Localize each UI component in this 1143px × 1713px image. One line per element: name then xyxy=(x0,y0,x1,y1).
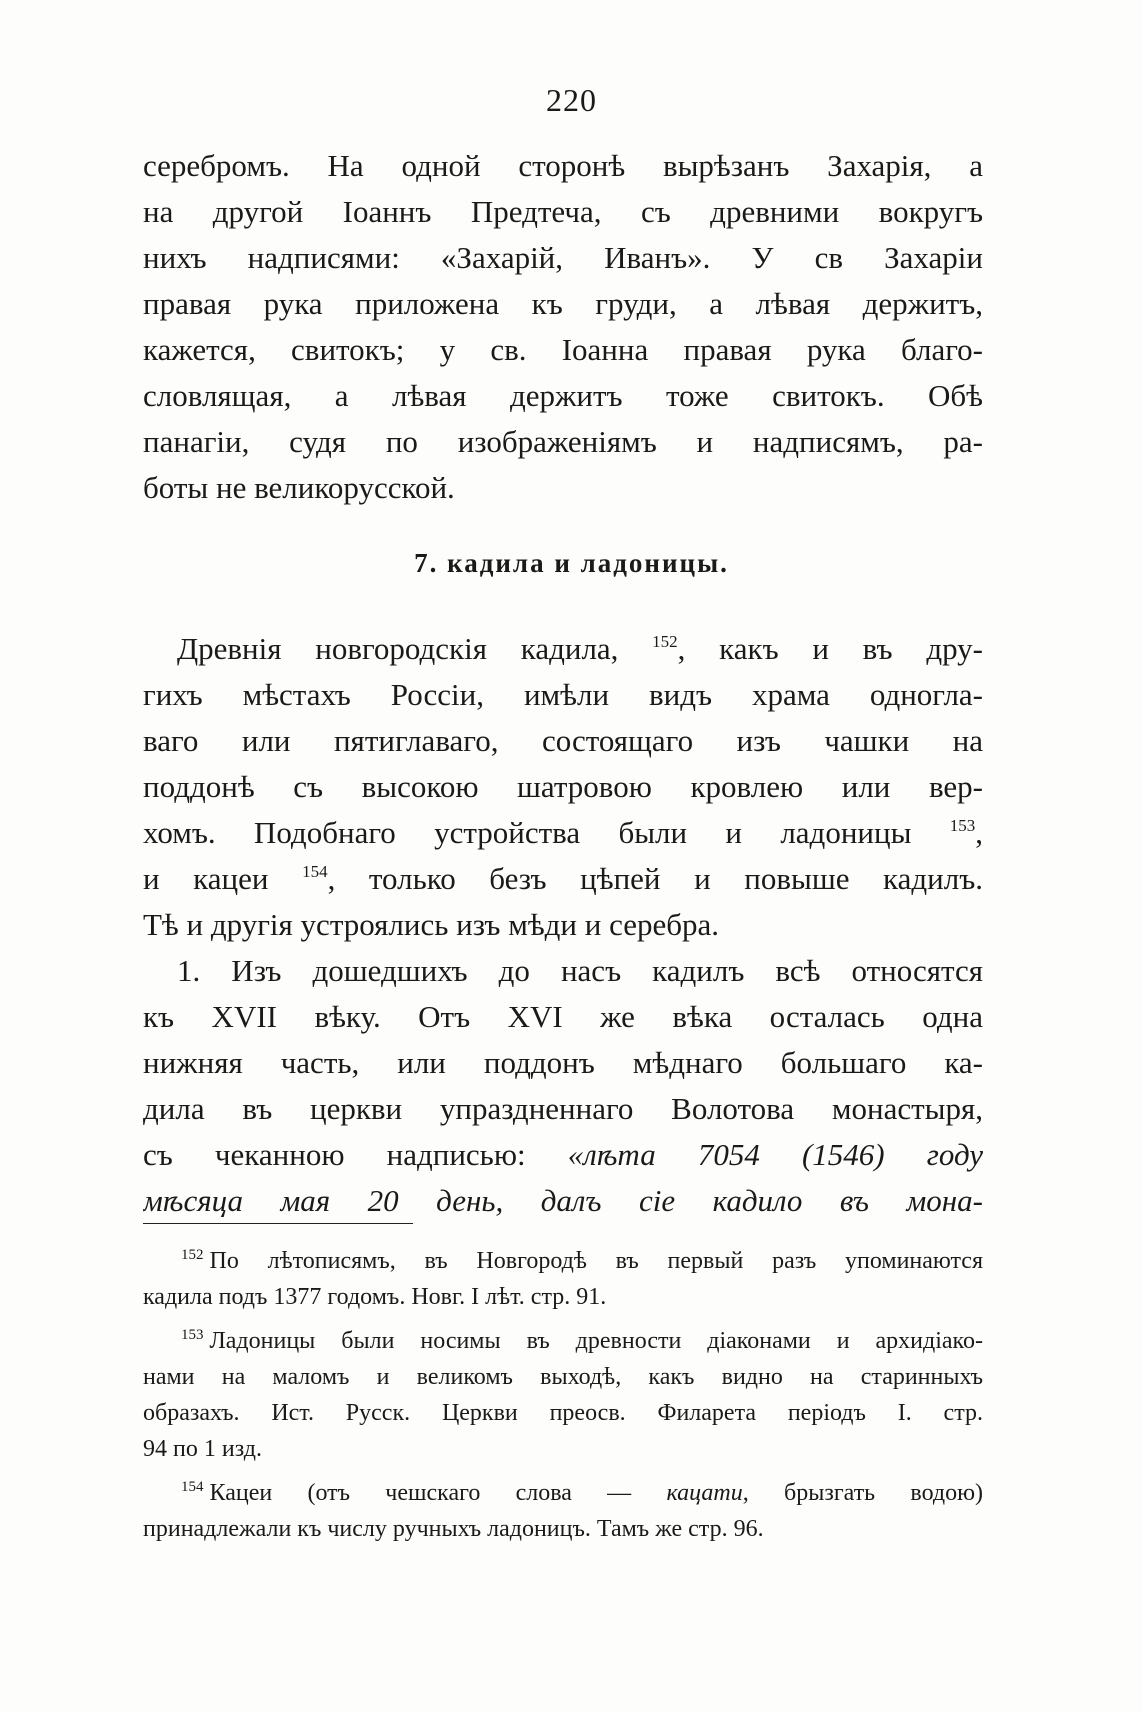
page-number: 220 xyxy=(546,82,597,118)
text-line: мѣсяца мая 20 день, далъ сіе кадило въ мона- xyxy=(143,1183,983,1218)
text-line: на другой Іоаннъ Предтеча, съ древними вокругъ xyxy=(143,194,983,229)
text-line: серебромъ. На одной сторонѣ вырѣзанъ Захарія, а xyxy=(143,148,983,183)
text-line: поддонѣ съ высокою шатровою кровлею или вер- xyxy=(143,769,983,804)
inscription-quote: «лѣта 7054 (1546) году xyxy=(567,1137,983,1172)
text-line: хомъ. Подобнаго устройства были и ладоницы $^{153}$, xyxy=(143,815,983,850)
footnote-line: принадлежали къ числу ручныхъ ладоницъ. Тамъ же стр. 96. xyxy=(143,1516,764,1542)
text-line: нихъ надписями: «Захарій, Иванъ». У св Захаріи xyxy=(143,240,983,275)
footnote-line: кадила подъ 1377 годомъ. Новг. I лѣт. стр. 91. xyxy=(143,1284,607,1310)
continued-paragraph xyxy=(143,143,983,511)
footnote xyxy=(143,1323,983,1467)
footnote-line: $^{154}$ Кацеи (отъ чешскаго слова — кацати, брызгать водою) xyxy=(181,1479,983,1506)
footnote-ref: 153 xyxy=(949,816,976,835)
text-line: Древнія новгородскія кадила, $^{152}$, какъ и въ дру- xyxy=(177,631,983,666)
section-heading: 7. кадила и ладоницы. xyxy=(414,548,729,578)
footnote-ref: 152 xyxy=(652,632,678,651)
footnote-line: $^{153}$ Ладоницы были носимы въ древности діаконами и архидіако- xyxy=(181,1327,983,1354)
footnote-line: нами на маломъ и великомъ выходѣ, какъ видно на старинныхъ xyxy=(143,1364,983,1390)
text-line: дила въ церкви упраздненнаго Волотова монастыря, xyxy=(143,1091,983,1126)
footnotes xyxy=(143,1243,983,1555)
footnote-ref: 154 xyxy=(302,862,328,881)
text-line: 1. Изъ дошедшихъ до насъ кадилъ всѣ относятся xyxy=(177,953,983,988)
text-line: боты не великорусской. xyxy=(143,470,455,505)
footnote-line: образахъ. Ист. Русск. Церкви преосв. Филарета періодъ I. стр. xyxy=(143,1400,983,1426)
footnote-line: $^{152}$ По лѣтописямъ, въ Новгородѣ въ первый разъ упоминаются xyxy=(181,1247,983,1274)
footnote-number: 153 xyxy=(181,1327,204,1343)
text-line: нижняя часть, или поддонъ мѣднаго большаго ка- xyxy=(143,1045,983,1080)
text-line: къ XVII вѣку. Отъ XVI же вѣка осталась одна xyxy=(143,999,983,1034)
footnote-line: 94 по 1 изд. xyxy=(143,1436,262,1462)
text-line: панагіи, судя по изображеніямъ и надписямъ, ра- xyxy=(143,424,983,459)
footnote-separator xyxy=(143,1223,413,1224)
footnote xyxy=(143,1243,983,1315)
footnote xyxy=(143,1475,983,1547)
text-line: гихъ мѣстахъ Россіи, имѣли видъ храма одногла- xyxy=(143,677,983,712)
text-line: ваго или пятиглаваго, состоящаго изъ чашки на xyxy=(143,723,983,758)
text-line: и кацеи $^{154}$, только безъ цѣпей и повыше кадилъ. xyxy=(143,861,983,896)
text-line: правая рука приложена къ груди, а лѣвая держитъ, xyxy=(143,286,983,321)
footnote-number: 154 xyxy=(181,1479,204,1495)
text-line: кажется, свитокъ; у св. Іоанна правая рука благо- xyxy=(143,332,983,367)
main-text xyxy=(143,626,983,1224)
footnote-number: 152 xyxy=(181,1247,204,1263)
text-line: словлящая, а лѣвая держитъ тоже свитокъ. Обѣ xyxy=(143,378,983,413)
text-line: Тѣ и другія устроялись изъ мѣди и серебра. xyxy=(143,907,720,942)
text-line: съ чеканною надписью: «лѣта 7054 (1546) году xyxy=(143,1137,983,1172)
